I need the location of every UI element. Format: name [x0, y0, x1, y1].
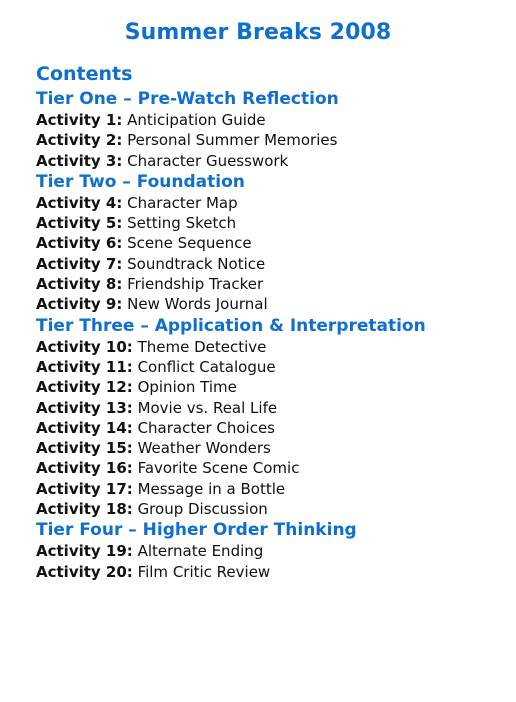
tier-one: [36, 88, 506, 171]
activity-item: [36, 130, 506, 150]
activity-number: Activity 12:: [36, 378, 133, 397]
activity-list: [36, 541, 506, 582]
activity-title: Friendship Tracker: [127, 275, 264, 294]
activity-item: [36, 110, 506, 130]
activity-item: [36, 274, 506, 294]
activity-list: [36, 337, 506, 520]
activity-item: [36, 479, 506, 499]
contents-heading: Contents: [36, 63, 133, 85]
activity-title: New Words Journal: [127, 295, 268, 314]
activity-item: [36, 193, 506, 213]
activity-item: [36, 541, 506, 561]
activity-number: Activity 13:: [36, 398, 133, 417]
activity-item: [36, 294, 506, 314]
tier-heading: Tier Three – Application & Interpretation: [36, 315, 426, 336]
activity-title: Movie vs. Real Life: [137, 398, 278, 417]
activity-number: Activity 17:: [36, 479, 133, 498]
activity-title: Opinion Time: [137, 378, 237, 397]
activity-number: Activity 5:: [36, 214, 123, 233]
activity-item: [36, 254, 506, 274]
activity-number: Activity 20:: [36, 562, 133, 581]
activity-number: Activity 4:: [36, 193, 123, 212]
activity-title: Group Discussion: [137, 500, 268, 519]
activity-item: [36, 213, 506, 233]
tier-heading: Tier Four – Higher Order Thinking: [36, 520, 357, 541]
activity-item: [36, 458, 506, 478]
activity-number: Activity 15:: [36, 439, 133, 458]
activity-number: Activity 10:: [36, 337, 133, 356]
activity-number: Activity 9:: [36, 295, 123, 314]
table-of-contents: [36, 62, 506, 582]
activity-number: Activity 8:: [36, 275, 123, 294]
activity-title: Soundtrack Notice: [127, 254, 266, 273]
activity-title: Alternate Ending: [137, 542, 264, 561]
activity-item: [36, 418, 506, 438]
document-title: Summer Breaks 2008: [124, 20, 392, 45]
activity-title: Message in a Bottle: [137, 479, 286, 498]
activity-title: Film Critic Review: [137, 562, 271, 581]
activity-title: Scene Sequence: [127, 234, 252, 253]
activity-title: Character Map: [127, 193, 238, 212]
activity-number: Activity 6:: [36, 234, 123, 253]
activity-item: [36, 151, 506, 171]
tier-four: [36, 519, 506, 582]
activity-item: [36, 438, 506, 458]
activity-item: [36, 357, 506, 377]
activity-number: Activity 14:: [36, 418, 133, 437]
activity-title: Personal Summer Memories: [127, 131, 338, 150]
tier-heading: Tier Two – Foundation: [36, 171, 245, 192]
activity-item: [36, 499, 506, 519]
activity-title: Character Guesswork: [127, 151, 289, 170]
activity-title: Theme Detective: [137, 337, 267, 356]
tier-three: [36, 315, 506, 520]
activity-number: Activity 19:: [36, 542, 133, 561]
activity-number: Activity 18:: [36, 500, 133, 519]
tier-two: [36, 171, 506, 315]
activity-title: Weather Wonders: [137, 439, 271, 458]
activity-item: [36, 233, 506, 253]
activity-title: Conflict Catalogue: [137, 357, 276, 376]
activity-item: [36, 377, 506, 397]
activity-title: Setting Sketch: [127, 214, 237, 233]
activity-number: Activity 11:: [36, 357, 133, 376]
activity-number: Activity 3:: [36, 151, 123, 170]
activity-title: Anticipation Guide: [127, 111, 266, 129]
activity-number: Activity 2:: [36, 131, 123, 150]
activity-list: [36, 110, 506, 171]
activity-item: [36, 562, 506, 582]
activity-item: [36, 337, 506, 357]
tier-heading: Tier One – Pre-Watch Reflection: [36, 89, 339, 109]
activity-list: [36, 193, 506, 315]
activity-number: Activity 7:: [36, 254, 123, 273]
activity-item: [36, 398, 506, 418]
activity-title: Character Choices: [137, 418, 276, 437]
activity-number: Activity 16:: [36, 459, 133, 478]
activity-title: Favorite Scene Comic: [137, 459, 300, 478]
activity-number: Activity 1:: [36, 111, 123, 129]
